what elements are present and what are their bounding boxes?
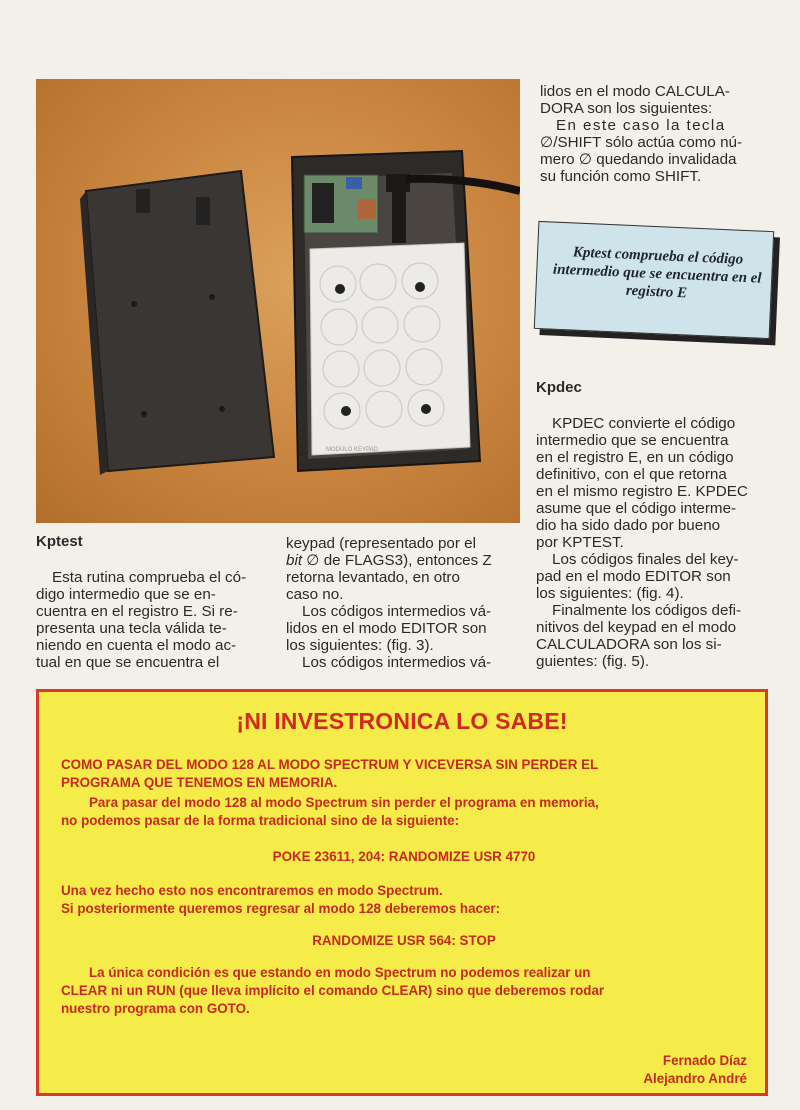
text-line: en el mismo registro E. KPDEC: [536, 483, 748, 500]
text-line: dio ha sido dado por bueno: [536, 517, 721, 534]
text-line: retorna levantado, en otro: [286, 569, 460, 586]
connector: [358, 199, 376, 219]
text-line: KPDEC convierte el código: [552, 415, 736, 432]
middle-column-body: [286, 535, 518, 671]
right-column-top: [540, 83, 774, 185]
capacitor: [346, 177, 362, 189]
text-line: los siguientes: (fig. 3).: [286, 637, 434, 654]
text-line: en el registro E, en un código: [536, 449, 734, 466]
cable-plug-body: [392, 187, 406, 243]
text-line: keypad (representado por el: [286, 535, 476, 552]
text-line: pad en el modo EDITOR son: [536, 568, 731, 585]
tip-box-title: ¡NI INVESTRONICA LO SABE!: [236, 708, 568, 734]
keypad-lid: [86, 171, 274, 471]
text-line: En este caso la tecla: [556, 117, 726, 134]
text-line: su función como SHIFT.: [540, 168, 702, 185]
box-text: La única condición es que estando en modo Spectrum no podemos realizar un: [89, 965, 591, 980]
text-line: DORA son los siguientes:: [540, 100, 713, 117]
pcb-label: MODULO KEYPAD: [326, 447, 378, 453]
text-line: ∅/SHIFT sólo actúa como nú-: [540, 134, 743, 151]
tip-box-body: [61, 756, 747, 1088]
bit-word: bit: [286, 552, 303, 569]
text-line: presenta una tecla válida te-: [36, 620, 227, 637]
text-line: intermedio que se encuentra: [536, 432, 729, 449]
section-heading-kptest: Kptest: [36, 533, 83, 550]
lid-hole: [209, 294, 215, 300]
text-line: mero ∅ quedando invalidada: [540, 151, 737, 168]
keypad-photo: [36, 79, 520, 523]
keypad-membrane: [310, 243, 470, 455]
left-column-body: [36, 569, 268, 671]
text-line: tual en que se encuentra el: [36, 654, 220, 671]
text-fragment: ∅ de FLAGS3), entonces Z: [302, 552, 492, 569]
lid-hole: [141, 411, 147, 417]
text-line: niendo en cuenta el modo ac-: [36, 637, 237, 654]
box-text: no podemos pasar de la forma tradicional sino de la siguiente:: [61, 813, 460, 828]
callout-box: [534, 221, 774, 339]
membrane-hole: [335, 284, 345, 294]
tip-box: [36, 689, 768, 1096]
lid-hole: [131, 301, 137, 307]
text-line: lidos en el modo CALCULA-: [540, 83, 730, 100]
text-line: Esta rutina comprueba el có-: [52, 569, 247, 586]
text-line: [286, 552, 518, 569]
text-line: caso no.: [286, 586, 344, 603]
text-line: Los códigos finales del key-: [552, 551, 739, 568]
text-line: Los códigos intermedios vá-: [302, 603, 492, 620]
box-text: Una vez hecho esto nos encontraremos en modo Spectrum.: [61, 883, 443, 898]
callout-text: Kptest comprueba el código intermedio que se encuentra en el registro E: [552, 244, 762, 302]
author-name: Fernado Díaz: [662, 1053, 747, 1068]
section-heading-kpdec: Kpdec: [536, 379, 582, 396]
text-line: nitivos del keypad en el modo: [536, 619, 737, 636]
box-text: Para pasar del modo 128 al modo Spectrum sin perder el programa en memoria,: [89, 795, 599, 810]
box-subtitle: COMO PASAR DEL MODO 128 AL MODO SPECTRUM Y VICEVERSA SIN PERDER EL: [61, 757, 599, 772]
text-line: CALCULADORA son los si-: [536, 636, 722, 653]
membrane-hole: [421, 404, 431, 414]
text-line: definitivo, con el que retorna: [536, 466, 727, 483]
text-line: por KPTEST.: [536, 534, 624, 551]
lid-clip: [136, 189, 150, 213]
box-subtitle: PROGRAMA QUE TENEMOS EN MEMORIA.: [61, 775, 338, 790]
right-column-body: [536, 415, 768, 670]
box-text: CLEAR ni un RUN (que lleva implícito el comando CLEAR) sino que deberemos rodar: [61, 983, 605, 998]
text-line: asume que el código interme-: [536, 500, 737, 517]
text-line: digo intermedio que se en-: [36, 586, 216, 603]
text-line: Finalmente los códigos defi-: [552, 602, 742, 619]
text-line: lidos en el modo EDITOR son: [286, 620, 487, 637]
lid-post: [196, 197, 210, 225]
text-line: cuentra en el registro E. Si re-: [36, 603, 238, 620]
membrane-hole: [341, 406, 351, 416]
lid-hole: [219, 406, 225, 412]
box-text: Si posteriormente queremos regresar al modo 128 deberemos hacer:: [61, 901, 501, 916]
text-line: Los códigos intermedios vá-: [302, 654, 492, 671]
author-name: Alejandro André: [643, 1071, 747, 1086]
keypad-illustration: [36, 79, 520, 523]
box-code: POKE 23611, 204: RANDOMIZE USR 4770: [272, 849, 536, 864]
box-code: RANDOMIZE USR 564: STOP: [312, 933, 496, 948]
box-text: nuestro programa con GOTO.: [61, 1001, 250, 1016]
text-line: guientes: (fig. 5).: [536, 653, 650, 670]
chip: [312, 183, 334, 223]
text-line: los siguientes: (fig. 4).: [536, 585, 684, 602]
membrane-hole: [415, 282, 425, 292]
